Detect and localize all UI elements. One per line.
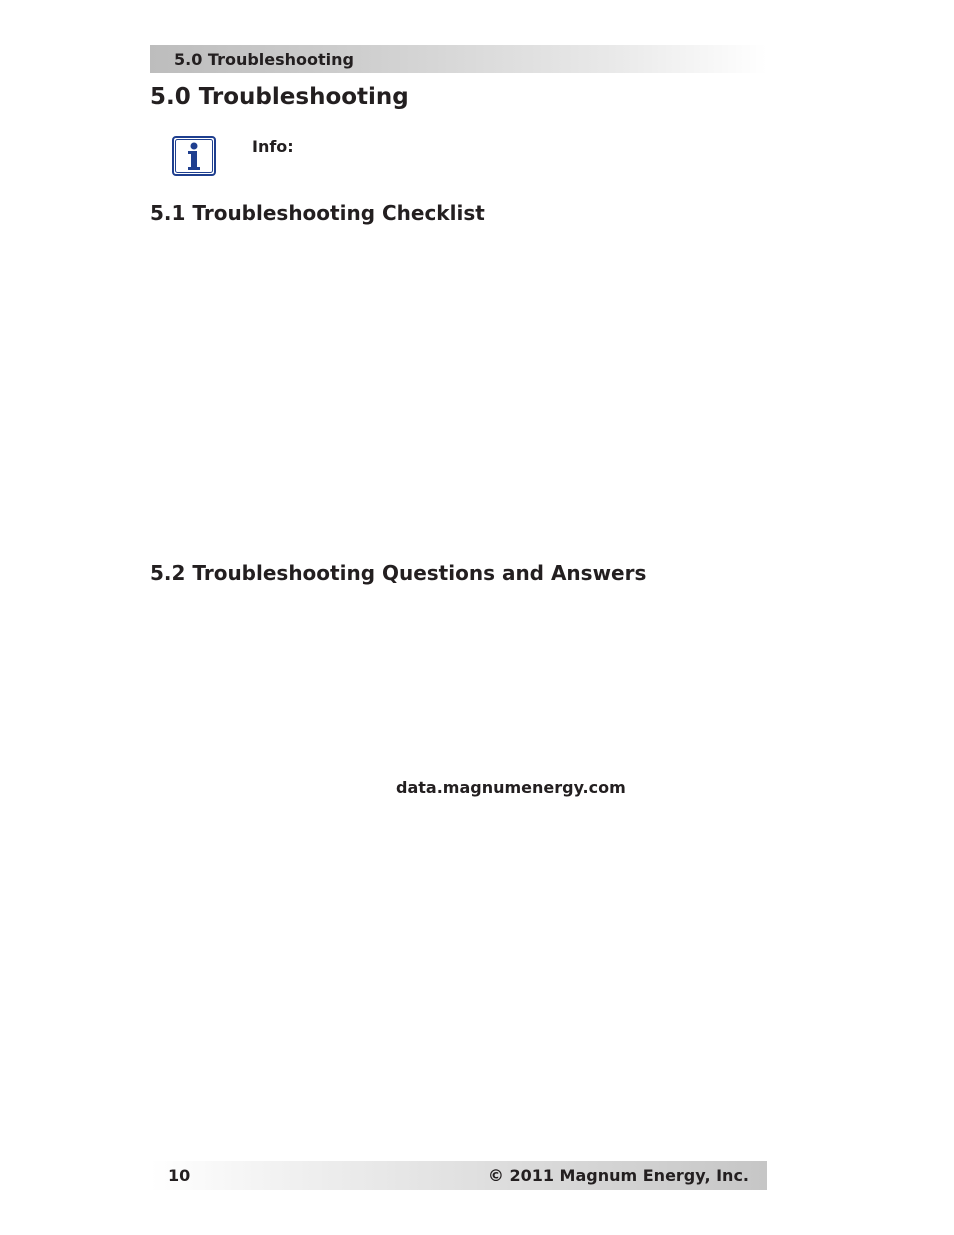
info-label: Info: xyxy=(252,137,294,156)
copyright-notice: © 2011 Magnum Energy, Inc. xyxy=(487,1166,749,1185)
page-number: 10 xyxy=(168,1166,191,1185)
subsection-title-qa: 5.2 Troubleshooting Questions and Answers xyxy=(150,561,647,585)
info-icon xyxy=(172,136,216,176)
running-footer xyxy=(150,1161,767,1190)
running-header xyxy=(150,45,767,73)
running-header-title: 5.0 Troubleshooting xyxy=(174,50,355,69)
website-link[interactable]: data.magnumenergy.com xyxy=(396,778,626,797)
subsection-title-checklist: 5.1 Troubleshooting Checklist xyxy=(150,201,485,225)
section-title: 5.0 Troubleshooting xyxy=(150,84,409,110)
